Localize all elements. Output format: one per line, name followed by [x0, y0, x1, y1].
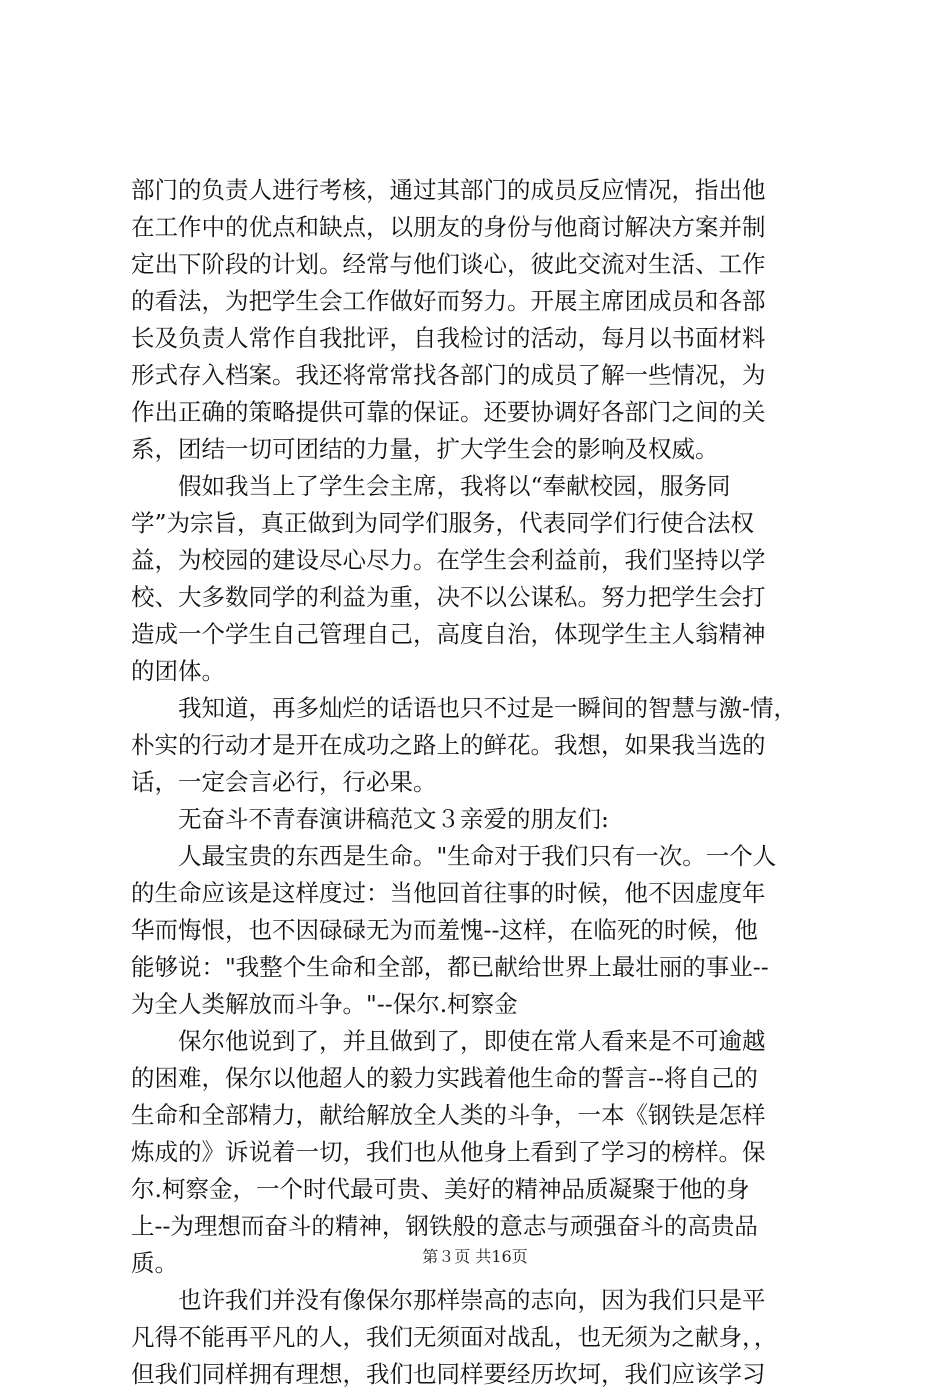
text-line: 校、大多数同学的利益为重，决不以公谋私。努力把学生会打 — [131, 583, 766, 611]
text-line: 能够说："我整个生命和全部，都已献给世界上最壮丽的事业-- — [131, 953, 769, 981]
text-line: 质。 — [131, 1249, 178, 1277]
text-line: 上--为理想而奋斗的精神，钢铁般的意志与顽强奋斗的高贵品 — [131, 1212, 758, 1240]
text-line: 尔.柯察金，一个时代最可贵、美好的精神品质凝聚于他的身 — [131, 1175, 750, 1203]
text-line: 造成一个学生自己管理自己，高度自治，体现学生主人翁精神 — [131, 620, 766, 648]
text-line: 朴实的行动才是开在成功之路上的鲜花。我想，如果我当选的 — [131, 731, 766, 759]
text-line: 部门的负责人进行考核，通过其部门的成员反应情况，指出他 — [131, 176, 766, 204]
text-line: 我知道，再多灿烂的话语也只不过是一瞬间的智慧与激-情， — [131, 694, 797, 722]
text-line: 炼成的》诉说着一切，我们也从他身上看到了学习的榜样。保 — [131, 1138, 766, 1166]
text-line: 华而悔恨，也不因碌碌无为而羞愧--这样，在临死的时候，他 — [131, 916, 758, 944]
text-line: 也许我们并没有像保尔那样崇高的志向，因为我们只是平 — [131, 1286, 766, 1314]
text-line: 益，为校园的建设尽心尽力。在学生会利益前，我们坚持以学 — [131, 546, 766, 574]
text-line: 定出下阶段的计划。经常与他们谈心，彼此交流对生活、工作 — [131, 250, 766, 278]
text-line: 学”为宗旨，真正做到为同学们服务，代表同学们行使合法权 — [131, 509, 755, 537]
text-line: 形式存入档案。我还将常常找各部门的成员了解一些情况，为 — [131, 361, 766, 389]
text-line: 长及负责人常作自我批评，自我检讨的活动，每月以书面材料 — [131, 324, 766, 352]
text-line: 作出正确的策略提供可靠的保证。还要协调好各部门之间的关 — [131, 398, 766, 426]
text-line: 在工作中的优点和缺点，以朋友的身份与他商讨解决方案并制 — [131, 213, 766, 241]
text-line: 的困难，保尔以他超人的毅力实践着他生命的誓言--将自己的 — [131, 1064, 758, 1092]
text-line: 保尔他说到了，并且做到了，即使在常人看来是不可逾越 — [131, 1027, 766, 1055]
text-line: 无奋斗不青春演讲稿范文３亲爱的朋友们: — [131, 805, 609, 833]
text-line: 生命和全部精力，献给解放全人类的斗争，一本《钢铁是怎样 — [131, 1101, 766, 1129]
text-line: 的团体。 — [131, 657, 225, 685]
text-line: 假如我当上了学生会主席，我将以“奉献校园，服务同 — [131, 472, 731, 500]
text-line: 话，一定会言必行，行必果。 — [131, 768, 437, 796]
page-number-footer: 第３页 共16页 — [422, 1247, 528, 1266]
text-line: 人最宝贵的东西是生命。"生命对于我们只有一次。一个人 — [131, 842, 777, 870]
document-body — [131, 172, 831, 1393]
text-line: 但我们同样拥有理想，我们也同样要经历坎坷，我们应该学习 — [131, 1360, 766, 1388]
text-line: 凡得不能再平凡的人，我们无须面对战乱，也无须为之献身，， — [131, 1323, 778, 1351]
text-line: 的看法，为把学生会工作做好而努力。开展主席团成员和各部 — [131, 287, 766, 315]
text-line: 系，团结一切可团结的力量，扩大学生会的影响及权威。 — [131, 435, 719, 463]
text-line: 的生命应该是这样度过：当他回首往事的时候，他不因虚度年 — [131, 879, 766, 907]
text-line: 为全人类解放而斗争。"--保尔.柯察金 — [131, 990, 518, 1018]
